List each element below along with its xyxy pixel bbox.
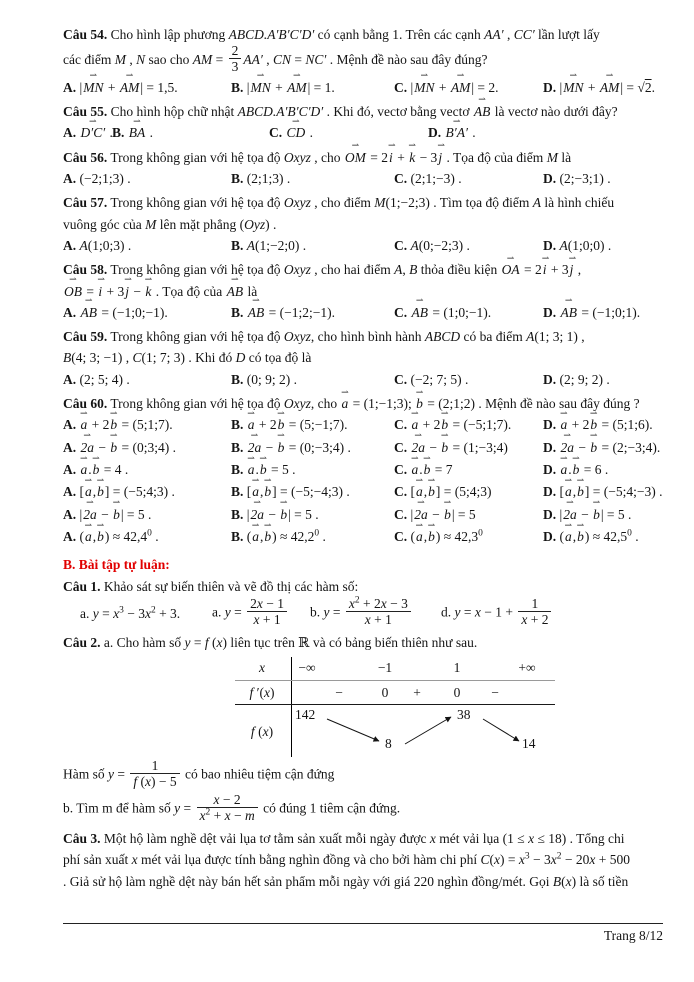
answer-option: A. [a ⇀,b ⇀] = (−5;4;3) . bbox=[63, 481, 231, 502]
answer-option: C. A(0;−2;3) . bbox=[394, 237, 470, 253]
answer-option: B. |MN ⇀ + AM ⇀| = 1. bbox=[231, 77, 394, 98]
answer-option: D. [a ⇀,b ⇀] = (−5;4;−3) . bbox=[543, 481, 662, 502]
arrow-increasing-icon bbox=[405, 717, 451, 744]
variation-table bbox=[235, 657, 555, 757]
question-57-text: Câu 57. Trong không gian với hệ tọa độ Oxyz , cho điểm M(1;−2;3) . Tìm tọa độ điểm A là hình chiếu vuông góc của M lên mặt phẳng (Oyz) . bbox=[63, 195, 615, 232]
answer-option: C. [a ⇀,b ⇀] = (5;4;3) bbox=[394, 481, 543, 502]
answer-option: D. B′A′ ⇀ . bbox=[428, 122, 661, 143]
page-footer bbox=[63, 923, 663, 946]
fprime-sign: 0 bbox=[453, 684, 461, 700]
answer-option: A. a ⇀ + 2b ⇀ = (5;1;7). bbox=[63, 414, 231, 435]
f-value-max: 38 bbox=[457, 706, 471, 722]
question-58-number: Câu 58. bbox=[63, 262, 108, 278]
answer-option: D. (a ⇀,b ⇀) ≈ $42,5^0$ . bbox=[543, 526, 661, 547]
x-tick: −∞ bbox=[298, 659, 316, 675]
question-58-answers bbox=[63, 302, 661, 323]
answer-option: D. AB ⇀ = (−1;0;1). bbox=[543, 302, 661, 323]
question-essay-2-text: Câu 2. a. Cho hàm số y = f (x) liên tục trên ℝ và có bảng biến thiên như sau. bbox=[63, 635, 478, 651]
question-58-text: Câu 58. Trong không gian với hệ tọa độ Oxyz , cho hai điểm A, B thỏa điều kiện OA ⇀ = 2i ⇀ + 3j ⇀ , OB ⇀ = i ⇀ + 3j ⇀ − k ⇀ . Tọa độ của AB ⇀ là bbox=[63, 259, 661, 302]
f-value-end: 14 bbox=[522, 735, 536, 751]
question-essay-2-number: Câu 2. bbox=[63, 635, 101, 651]
answer-option: D. 2a ⇀ − b ⇀ = (2;−3;4). bbox=[543, 437, 661, 458]
answer-option: D. (2;−3;1) . bbox=[543, 170, 611, 186]
x-tick: −1 bbox=[377, 659, 393, 675]
answer-option: B. BA ⇀ . bbox=[112, 122, 269, 143]
question-essay-1 bbox=[63, 576, 661, 630]
answer-option: B. |2a ⇀ − b ⇀| = 5 . bbox=[231, 504, 394, 525]
question-essay-2 bbox=[63, 632, 661, 825]
answer-option: D. (2; 9; 2) . bbox=[543, 371, 610, 387]
answer-option: B. A(1;−2;0) . bbox=[231, 237, 307, 253]
section-b-title: B. Bài tập tự luận: bbox=[63, 557, 170, 573]
x-tick: +∞ bbox=[518, 659, 536, 675]
question-54-answers bbox=[63, 77, 661, 98]
answer-option: A. (−2;1;3) . bbox=[63, 170, 131, 186]
answer-option: B. (0; 9; 2) . bbox=[231, 371, 298, 387]
answer-option: A. |MN ⇀ + AM ⇀| = 1,5. bbox=[63, 77, 231, 98]
question-essay-1-items bbox=[63, 595, 661, 629]
answer-option: A. 2a ⇀ − b ⇀ = (0;3;4) . bbox=[63, 437, 231, 458]
answer-option: A. (a ⇀,b ⇀) ≈ $42,4^0$ . bbox=[63, 526, 231, 547]
answer-option: C. (a ⇀,b ⇀) ≈ $42,3^0$ bbox=[394, 526, 543, 547]
question-essay-1-number: Câu 1. bbox=[63, 578, 101, 594]
answer-option: A. (2; 5; 4) . bbox=[63, 371, 130, 387]
answer-option: B. AB ⇀ = (−1;2;−1). bbox=[231, 302, 394, 323]
x-tick: 1 bbox=[453, 659, 461, 675]
answer-option: B. a ⇀.b ⇀ = 5 . bbox=[231, 459, 394, 480]
question-54-number: Câu 54. bbox=[63, 27, 108, 42]
row-label-fprime: f ′(x) bbox=[249, 684, 275, 700]
question-55 bbox=[63, 101, 661, 144]
arrow-decreasing-icon bbox=[327, 719, 379, 741]
function-item: a. $y = x^3 - 3x^2 + 3$. bbox=[80, 605, 181, 622]
row-label-x: x bbox=[259, 659, 265, 675]
question-60 bbox=[63, 393, 661, 547]
question-55-number: Câu 55. bbox=[63, 103, 108, 119]
question-58 bbox=[63, 259, 661, 323]
arrow-decreasing-icon bbox=[483, 719, 519, 741]
question-essay-2-after: Hàm số y = $\frac{1}{f (x) - 5}$ có bao nhiêu tiệm cận đứng bbox=[63, 757, 335, 789]
question-60-text: Câu 60. Trong không gian với hệ tọa độ Oxyz, cho a ⇀ = (1;−1;3); b ⇀ = (2;1;2) . Mệnh đề nào sau đây đúng ? bbox=[63, 393, 661, 414]
answer-option: D. a ⇀.b ⇀ = 6 . bbox=[543, 459, 661, 480]
question-57-number: Câu 57. bbox=[63, 195, 108, 211]
answer-option: D. a ⇀ + 2b ⇀ = (5;1;6). bbox=[543, 414, 661, 435]
answer-option: D. A(1;0;0) . bbox=[543, 237, 612, 253]
question-60-answers-row6 bbox=[63, 526, 661, 547]
question-55-text: Câu 55. Cho hình hộp chữ nhật ABCD.A′B′C′D′ . Khi đó, vectơ bằng vectơ AB ⇀ là vectơ nào dưới đây? bbox=[63, 101, 661, 122]
answer-option: C. (2;1;−3) . bbox=[394, 170, 462, 186]
fprime-sign: + bbox=[413, 684, 421, 700]
answer-option: D. |MN ⇀ + AM ⇀| = √2. bbox=[543, 77, 661, 98]
question-54-text: Câu 54. Cho hình lập phương ABCD.A′B′C′D′ có cạnh bằng 1. Trên các cạnh AA′ , CC′ lần lượt lấy các điểm M , N sao cho AM = $\frac{2}{3}$ AA′ , CN = NC′ . Mệnh đề nào sau đây đúng? bbox=[63, 27, 600, 75]
function-item: d. y = x − 1 + $\frac{1}{x + 2}$ bbox=[441, 598, 661, 629]
answer-option: B. [a ⇀,b ⇀] = (−5;−4;3) . bbox=[231, 481, 394, 502]
question-59-number: Câu 59. bbox=[63, 329, 108, 345]
question-59-answers bbox=[63, 369, 661, 390]
answer-option: C. 2a ⇀ − b ⇀ = (1;−3;4) bbox=[394, 437, 543, 458]
answer-option: D. |2a ⇀ − b ⇀| = 5 . bbox=[543, 504, 661, 525]
function-item: a. y = $\frac{2x - 1}{x + 1}$ bbox=[212, 598, 310, 629]
answer-option: B. 2a ⇀ − b ⇀ = (0;−3;4) . bbox=[231, 437, 394, 458]
row-label-f: f (x) bbox=[250, 723, 274, 739]
answer-option: C. |MN ⇀ + AM ⇀| = 2. bbox=[394, 77, 543, 98]
question-59-text: Câu 59. Trong không gian với hệ tọa độ Oxyz, cho hình bình hành ABCD có ba điểm A(1; 3; 1) , B(4; 3; −1) , C(1; 7; 3) . Khi đó D có tọa độ là bbox=[63, 329, 585, 366]
answer-option: A. D′C′ ⇀ . bbox=[63, 122, 112, 143]
fprime-sign: − bbox=[491, 684, 499, 700]
question-60-number: Câu 60. bbox=[63, 396, 108, 412]
page-number: Trang 8/12 bbox=[603, 928, 663, 943]
fprime-sign: − bbox=[335, 684, 343, 700]
answer-option: A. AB ⇀ = (−1;0;−1). bbox=[63, 302, 231, 323]
f-value-min: 8 bbox=[385, 735, 392, 751]
question-57 bbox=[63, 192, 661, 256]
answer-option: B. (a ⇀,b ⇀) ≈ $42,2^0$ . bbox=[231, 526, 394, 547]
answer-option: A. A(1;0;3) . bbox=[63, 237, 132, 253]
answer-option: C. (−2; 7; 5) . bbox=[394, 371, 469, 387]
answer-option: B. a ⇀ + 2b ⇀ = (5;−1;7). bbox=[231, 414, 394, 435]
answer-option: A. a ⇀.b ⇀ = 4 . bbox=[63, 459, 231, 480]
question-56-number: Câu 56. bbox=[63, 149, 108, 165]
answer-option: C. |2a ⇀ − b ⇀| = 5 bbox=[394, 504, 543, 525]
variation-arrows bbox=[235, 657, 555, 757]
question-essay-3 bbox=[63, 828, 661, 892]
question-56 bbox=[63, 147, 661, 190]
answer-option: A. |2a ⇀ − b ⇀| = 5 . bbox=[63, 504, 231, 525]
fprime-sign: 0 bbox=[381, 684, 389, 700]
answer-option: C. a ⇀ + 2b ⇀ = (−5;1;7). bbox=[394, 414, 543, 435]
question-essay-3-text: Câu 3. Một hộ làm nghề dệt vải lụa tơ tằm sản xuất mỗi ngày được x mét vải lụa (1 ≤ x ≤ 18) . Tổng chi phí sản xuất x mét vải lụa được tính bằng nghìn đồng và cho bởi hàm chi phí $C(x) = x^3 - 3x^2 - 20x + 500$ . Giả sử hộ làm nghề dệt này bán hết sản phẩm mỗi ngày với giá 220 nghìn đồng/mét. Gọi B(x) là số tiền bbox=[63, 831, 630, 889]
answer-option: C. a ⇀.b ⇀ = 7 bbox=[394, 459, 543, 480]
answer-option: C. AB ⇀ = (1;0;−1). bbox=[394, 302, 543, 323]
question-59 bbox=[63, 326, 661, 390]
question-essay-1-text: Câu 1. Khảo sát sự biến thiên và vẽ đồ thị các hàm số: bbox=[63, 578, 359, 594]
function-item: b. y = $\frac{x^2 + 2x - 3}{x + 1}$ bbox=[310, 598, 441, 629]
question-56-text: Câu 56. Trong không gian với hệ tọa độ Oxyz , cho OM ⇀ = 2i ⇀ + k ⇀ − 3j ⇀ . Tọa độ của điểm M là bbox=[63, 147, 661, 168]
question-54 bbox=[63, 24, 661, 98]
answer-option: B. (2;1;3) . bbox=[231, 170, 291, 186]
answer-option: C. CD ⇀ . bbox=[269, 122, 428, 143]
f-value-start: 142 bbox=[295, 706, 316, 722]
question-essay-2-part-b: b. Tìm m để hàm số y = $\frac{x - 2}{x^2 + x - m}$ có đúng 1 tiêm cận đứng. bbox=[63, 791, 401, 823]
question-56-answers bbox=[63, 168, 661, 189]
question-essay-3-number: Câu 3. bbox=[63, 831, 101, 847]
